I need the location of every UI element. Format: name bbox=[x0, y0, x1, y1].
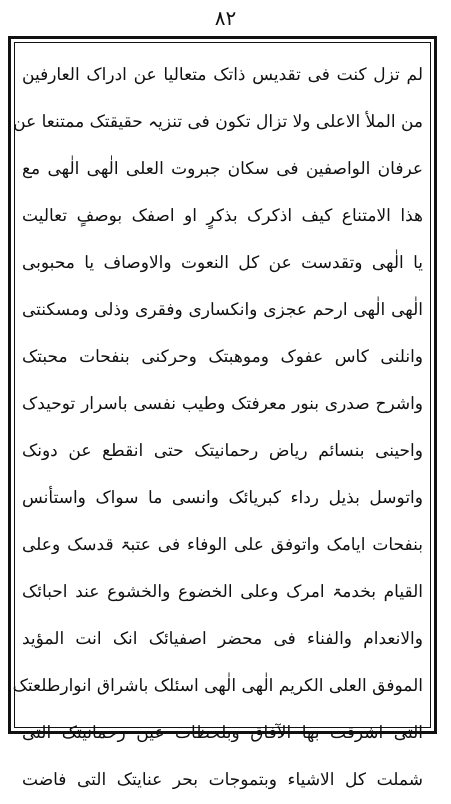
text-line-15: التی اشرقت بھا الآفاق وبلحظات عین رحمانیتک التی bbox=[22, 723, 423, 743]
text-line-8: واشرح صدری بنور معرفتک وطیب نفسی باسرار توحیدک bbox=[22, 394, 423, 414]
text-line-6: الٰھی الٰھی ارحم عجزی وانکساری وفقری وذلی ومسکنتی bbox=[22, 300, 423, 320]
text-line-16: شملت کل الاشیاء وبتموجات بحر عنایتک التی فاضت bbox=[22, 770, 423, 790]
text-line-10: واتوسل بذیل رداء کبریائک وانسی ما سواک واستأنس bbox=[22, 488, 423, 508]
page-number: ٨٢ bbox=[214, 6, 237, 30]
text-line-2: من الملأ الاعلی ولا تزال تکون فی تنزیہ حقیقتک ممتنعا عن bbox=[13, 112, 423, 132]
text-line-13: والانعدام والفناء فی محضر اصفیائک انک انت المؤید bbox=[22, 629, 423, 649]
text-line-1: لم تزل کنت فی تقدیس ذاتک متعالیا عن ادراک العارفین bbox=[22, 65, 423, 85]
text-line-5: یا الٰھی وتقدست عن کل النعوت والاوصاف یا محبوبی bbox=[22, 253, 423, 273]
prayer-text-block bbox=[12, 52, 423, 790]
text-line-3: عرفان الواصفین فی سکان جبروت العلی الٰھی الٰھی مع bbox=[22, 159, 423, 179]
text-line-9: واحینی بنسائم ریاض رحمانیتک حتی انقطع عن دونک bbox=[22, 441, 423, 461]
text-line-11: بنفحات ایامک واتوفق علی الوفاء فی عتبۃ قدسک وعلی bbox=[22, 535, 423, 555]
text-line-14: الموفق العلی الکریم الٰھی الٰھی اسئلک باشراق انوارطلعتک bbox=[12, 676, 423, 696]
text-line-7: وانلنی کاس عفوک وموھبتک وحرکنی بنفحات محبتک bbox=[22, 347, 423, 367]
text-line-12: القیام بخدمۃ امرک وعلی الخضوع والخشوع عند احبائک bbox=[22, 582, 423, 602]
text-line-4: ھذا الامتناع کیف اذکرک بذکرٍ او اصفک بوصفٍ تعالیت bbox=[22, 206, 423, 226]
